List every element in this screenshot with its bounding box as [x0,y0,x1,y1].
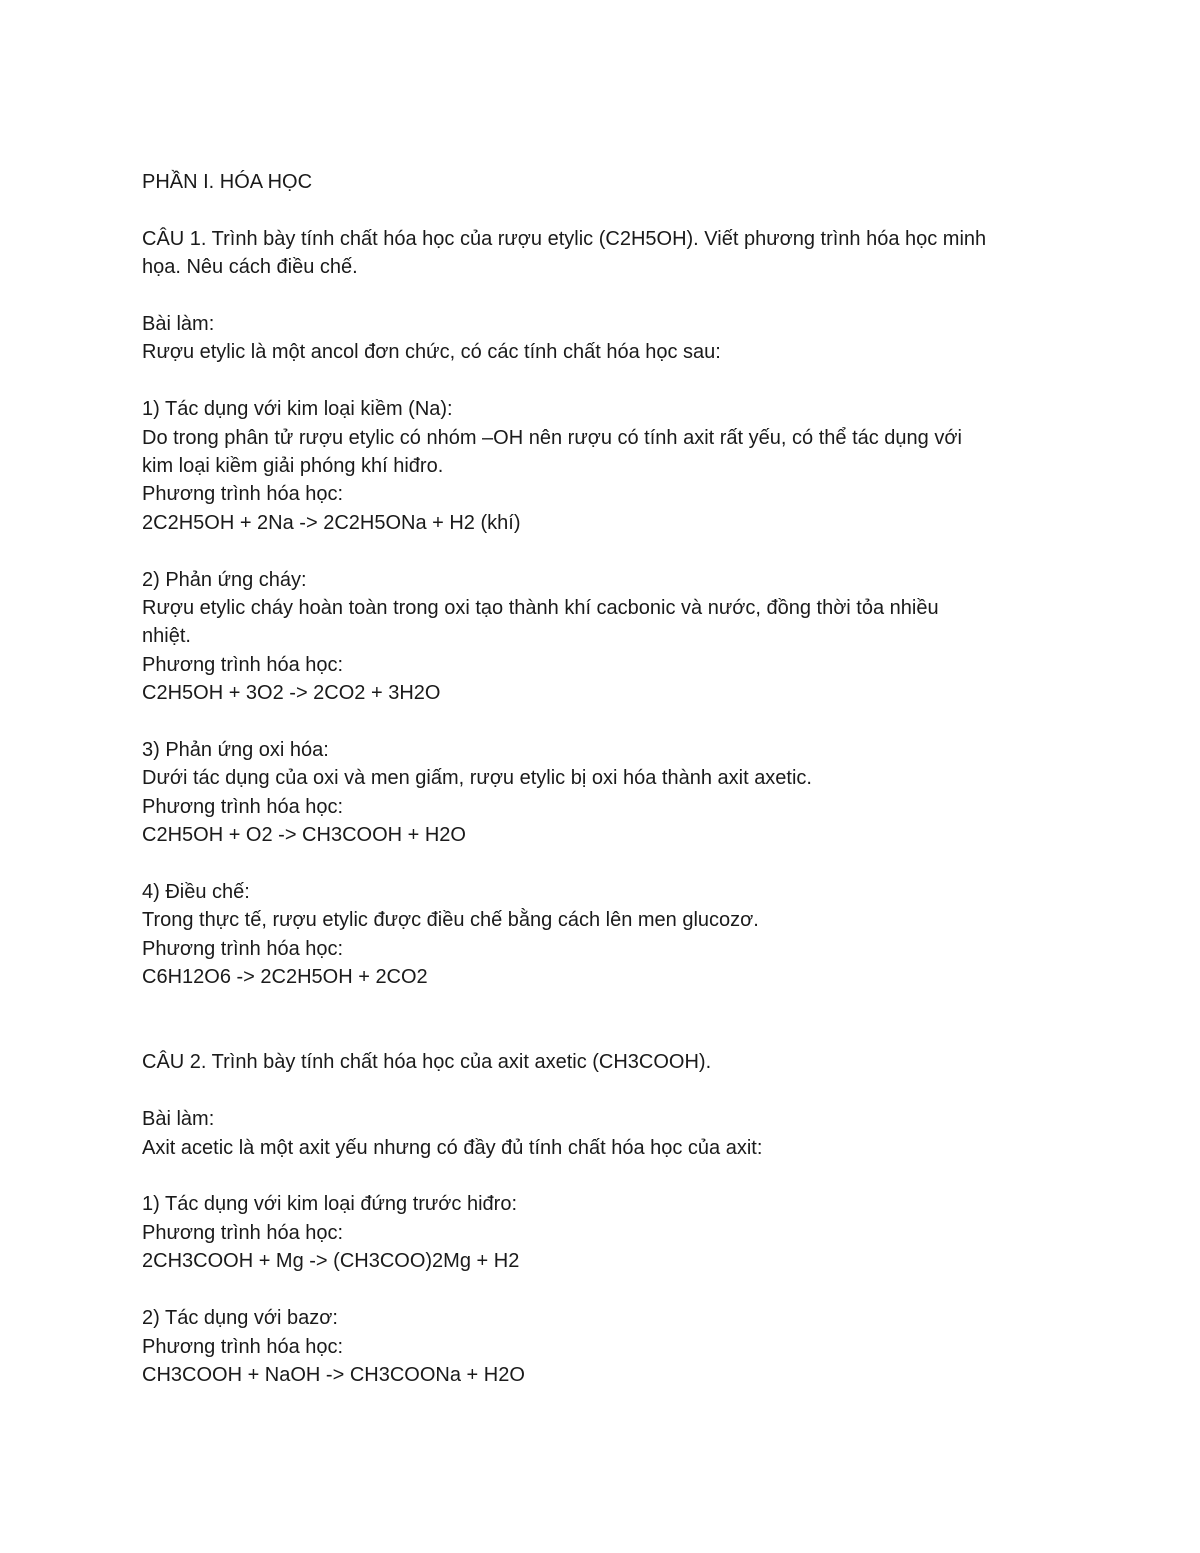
spacer [142,1077,1082,1105]
q1-section-1-equation: 2C2H5OH + 2Na -> 2C2H5ONa + H2 (khí) [142,511,521,534]
q1-section-4-text: Trong thực tế, rượu etylic được điều chế bằng cách lên men glucozơ. [142,909,759,932]
answer-label-2: Bài làm: [142,1108,215,1131]
q2-section-2-title: 2) Tác dụng với bazơ: [142,1307,338,1330]
q1-section-3-text: Dưới tác dụng của oxi và men giấm, rượu etylic bị oxi hóa thành axit axetic. [142,767,812,790]
question-1-line-2: họa. Nêu cách điều chế. [142,256,358,279]
q1-section-1-equation-label: Phương trình hóa học: [142,483,344,506]
q2-section-1-title: 1) Tác dụng với kim loại đứng trước hiđro: [142,1193,518,1216]
q1-section-2-equation: C2H5OH + 3O2 -> 2CO2 + 3H2O [142,682,441,705]
document-page [142,168,1082,1389]
q1-section-1-text-line-2: kim loại kiềm giải phóng khí hiđro. [142,455,444,478]
q1-section-3-equation: C2H5OH + O2 -> CH3COOH + H2O [142,824,466,847]
q1-section-3-equation-label: Phương trình hóa học: [142,795,344,818]
spacer [142,850,1082,878]
question-2: CÂU 2. Trình bày tính chất hóa học của axit axetic (CH3COOH). [142,1051,712,1074]
q1-section-2-text-line-2: nhiệt. [142,625,191,648]
spacer [142,1276,1082,1304]
spacer [142,367,1082,395]
spacer [142,282,1082,310]
q1-section-4-title: 4) Điều chế: [142,881,250,904]
q1-section-4-equation: C6H12O6 -> 2C2H5OH + 2CO2 [142,966,428,989]
q1-section-2-equation-label: Phương trình hóa học: [142,653,344,676]
q1-section-1-text-line-1: Do trong phân tử rượu etylic có nhóm –OH nên rượu có tính axit rất yếu, có thể tác dụng với [142,426,962,449]
q1-section-2-title: 2) Phản ứng cháy: [142,568,307,591]
answer-intro-2: Axit acetic là một axit yếu nhưng có đầy đủ tính chất hóa học của axit: [142,1136,763,1159]
spacer [142,708,1082,736]
part-title: PHẦN I. HÓA HỌC [142,171,313,193]
spacer [142,537,1082,565]
q2-section-2-equation-label: Phương trình hóa học: [142,1335,344,1358]
spacer [142,992,1082,1049]
q2-section-1-equation: 2CH3COOH + Mg -> (CH3COO)2Mg + H2 [142,1250,520,1273]
answer-intro-1: Rượu etylic là một ancol đơn chức, có các tính chất hóa học sau: [142,341,721,364]
q1-section-2-text-line-1: Rượu etylic cháy hoàn toàn trong oxi tạo thành khí cacbonic và nước, đồng thời tỏa nhiều [142,597,939,620]
q1-section-4-equation-label: Phương trình hóa học: [142,937,344,960]
spacer [142,196,1082,224]
spacer [142,1162,1082,1190]
question-1-line-1: CÂU 1. Trình bày tính chất hóa học của rượu etylic (C2H5OH). Viết phương trình hóa học minh [142,227,987,250]
answer-label-1: Bài làm: [142,313,215,335]
q2-section-2-equation: CH3COOH + NaOH -> CH3COONa + H2O [142,1363,525,1386]
q1-section-1-title: 1) Tác dụng với kim loại kiềm (Na): [142,398,453,421]
q1-section-3-title: 3) Phản ứng oxi hóa: [142,739,329,762]
q2-section-1-equation-label: Phương trình hóa học: [142,1221,344,1244]
